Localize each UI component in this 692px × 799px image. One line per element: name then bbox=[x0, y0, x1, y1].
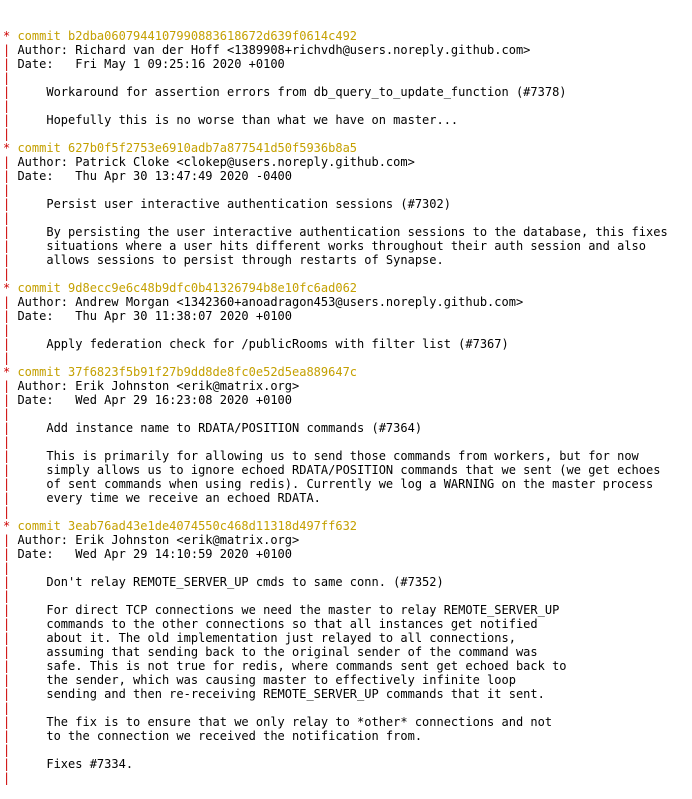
message-text: The fix is to ensure that we only relay to *other* connections and not bbox=[10, 715, 553, 729]
graph-edge-marker: | bbox=[3, 379, 11, 393]
graph-edge-marker: | bbox=[3, 533, 11, 547]
graph-edge-marker: | bbox=[3, 421, 11, 435]
graph-edge-marker: | bbox=[3, 323, 11, 337]
author-text: Author: Andrew Morgan <1342360+anoadragon453@users.noreply.github.com> bbox=[10, 295, 524, 309]
message-line bbox=[3, 603, 692, 617]
graph-line bbox=[3, 505, 692, 519]
commit-hash: commit 37f6823f5b91f27b9dd8de8fc0e52d5ea889647c bbox=[10, 365, 358, 379]
graph-edge-marker: | bbox=[3, 57, 11, 71]
author-text: Author: Erik Johnston <erik@matrix.org> bbox=[10, 533, 300, 547]
message-text: the sender, which was causing master to effectively infinite loop bbox=[10, 673, 516, 687]
message-line bbox=[3, 449, 692, 463]
author-line bbox=[3, 379, 692, 393]
graph-edge-marker: | bbox=[3, 155, 11, 169]
author-line bbox=[3, 43, 692, 57]
graph-edge-marker: | bbox=[3, 337, 11, 351]
graph-line bbox=[3, 323, 692, 337]
graph-edge-marker: | bbox=[3, 351, 11, 365]
graph-edge-marker: | bbox=[3, 407, 11, 421]
message-text: Workaround for assertion errors from db_query_to_update_function (#7378) bbox=[10, 85, 567, 99]
date-text: Date: Thu Apr 30 13:47:49 2020 -0400 bbox=[10, 169, 292, 183]
author-text: Author: Richard van der Hoff <1389908+richvdh@users.noreply.github.com> bbox=[10, 43, 531, 57]
message-line bbox=[3, 729, 692, 743]
message-text: commands to the other connections so that all instances get notified bbox=[10, 617, 538, 631]
commit-hash: commit 627b0f5f2753e6910adb7a877541d50f5936b8a5 bbox=[10, 141, 358, 155]
message-text: For direct TCP connections we need the master to relay REMOTE_SERVER_UP bbox=[10, 603, 560, 617]
graph-edge-marker: | bbox=[3, 267, 11, 281]
graph-node-marker: * bbox=[3, 519, 11, 533]
date-line bbox=[3, 309, 692, 323]
commit-line bbox=[3, 519, 692, 533]
message-text: Don't relay REMOTE_SERVER_UP cmds to same conn. (#7352) bbox=[10, 575, 444, 589]
graph-line bbox=[3, 407, 692, 421]
message-text: of sent commands when using redis). Currently we log a WARNING on the master process bbox=[10, 477, 654, 491]
message-text: to the connection we received the notification from. bbox=[10, 729, 423, 743]
graph-edge-marker: | bbox=[3, 169, 11, 183]
graph-edge-marker: | bbox=[3, 771, 11, 785]
message-text: safe. This is not true for redis, where commands sent get echoed back to bbox=[10, 659, 567, 673]
graph-edge-marker: | bbox=[3, 113, 11, 127]
graph-node-marker: * bbox=[3, 29, 11, 43]
message-line bbox=[3, 421, 692, 435]
commit-hash: commit 3eab76ad43e1de4074550c468d11318d497ff632 bbox=[10, 519, 358, 533]
date-line bbox=[3, 393, 692, 407]
graph-edge-marker: | bbox=[3, 575, 11, 589]
graph-line bbox=[3, 771, 692, 785]
graph-edge-marker: | bbox=[3, 715, 11, 729]
git-log-output bbox=[3, 29, 692, 785]
author-line bbox=[3, 295, 692, 309]
graph-edge-marker: | bbox=[3, 589, 11, 603]
graph-line bbox=[3, 71, 692, 85]
graph-line bbox=[3, 743, 692, 757]
graph-edge-marker: | bbox=[3, 491, 11, 505]
graph-edge-marker: | bbox=[3, 449, 11, 463]
graph-node-marker: * bbox=[3, 281, 11, 295]
author-text: Author: Patrick Cloke <clokep@users.noreply.github.com> bbox=[10, 155, 415, 169]
message-line bbox=[3, 631, 692, 645]
message-line bbox=[3, 197, 692, 211]
graph-edge-marker: | bbox=[3, 659, 11, 673]
graph-edge-marker: | bbox=[3, 435, 11, 449]
message-text: Apply federation check for /publicRooms with filter list (#7367) bbox=[10, 337, 509, 351]
message-line bbox=[3, 617, 692, 631]
date-line bbox=[3, 547, 692, 561]
message-text: about it. The old implementation just relayed to all connections, bbox=[10, 631, 516, 645]
graph-edge-marker: | bbox=[3, 505, 11, 519]
graph-edge-marker: | bbox=[3, 547, 11, 561]
message-text: allows sessions to persist through restarts of Synapse. bbox=[10, 253, 444, 267]
message-text: Add instance name to RDATA/POSITION commands (#7364) bbox=[10, 421, 423, 435]
date-text: Date: Wed Apr 29 16:23:08 2020 +0100 bbox=[10, 393, 292, 407]
message-line bbox=[3, 253, 692, 267]
message-line bbox=[3, 113, 692, 127]
message-text: Persist user interactive authentication sessions (#7302) bbox=[10, 197, 451, 211]
author-line bbox=[3, 533, 692, 547]
message-text: every time we receive an echoed RDATA. bbox=[10, 491, 321, 505]
author-text: Author: Erik Johnston <erik@matrix.org> bbox=[10, 379, 300, 393]
graph-edge-marker: | bbox=[3, 183, 11, 197]
message-line bbox=[3, 225, 692, 239]
graph-edge-marker: | bbox=[3, 309, 11, 323]
date-text: Date: Wed Apr 29 14:10:59 2020 +0100 bbox=[10, 547, 292, 561]
commit-line bbox=[3, 281, 692, 295]
message-text: simply allows us to ignore echoed RDATA/POSITION commands that we sent (we get echoes bbox=[10, 463, 661, 477]
graph-edge-marker: | bbox=[3, 603, 11, 617]
graph-node-marker: * bbox=[3, 365, 11, 379]
graph-node-marker: * bbox=[3, 141, 11, 155]
graph-edge-marker: | bbox=[3, 729, 11, 743]
graph-edge-marker: | bbox=[3, 225, 11, 239]
graph-edge-marker: | bbox=[3, 631, 11, 645]
message-line bbox=[3, 757, 692, 771]
graph-edge-marker: | bbox=[3, 211, 11, 225]
graph-edge-marker: | bbox=[3, 561, 11, 575]
message-line bbox=[3, 715, 692, 729]
graph-edge-marker: | bbox=[3, 757, 11, 771]
message-line bbox=[3, 85, 692, 99]
message-line bbox=[3, 659, 692, 673]
message-line bbox=[3, 337, 692, 351]
message-text: By persisting the user interactive authentication sessions to the database, this fixes bbox=[10, 225, 668, 239]
commit-line bbox=[3, 365, 692, 379]
graph-edge-marker: | bbox=[3, 701, 11, 715]
commit-line bbox=[3, 141, 692, 155]
graph-edge-marker: | bbox=[3, 85, 11, 99]
message-line bbox=[3, 239, 692, 253]
message-text: sending and then re-receiving REMOTE_SERVER_UP commands that it sent. bbox=[10, 687, 545, 701]
graph-edge-marker: | bbox=[3, 197, 11, 211]
graph-edge-marker: | bbox=[3, 645, 11, 659]
message-line bbox=[3, 477, 692, 491]
graph-line bbox=[3, 99, 692, 113]
message-line bbox=[3, 645, 692, 659]
graph-edge-marker: | bbox=[3, 463, 11, 477]
message-text: situations where a user hits different works throughout their auth session and also bbox=[10, 239, 646, 253]
message-line bbox=[3, 491, 692, 505]
graph-line bbox=[3, 435, 692, 449]
graph-line bbox=[3, 701, 692, 715]
graph-line bbox=[3, 589, 692, 603]
graph-line bbox=[3, 561, 692, 575]
graph-edge-marker: | bbox=[3, 253, 11, 267]
graph-edge-marker: | bbox=[3, 71, 11, 85]
graph-edge-marker: | bbox=[3, 43, 11, 57]
commit-hash: commit 9d8ecc9e6c48b9dfc0b41326794b8e10fc6ad062 bbox=[10, 281, 358, 295]
date-text: Date: Thu Apr 30 11:38:07 2020 +0100 bbox=[10, 309, 292, 323]
graph-line bbox=[3, 127, 692, 141]
message-text: This is primarily for allowing us to send those commands from workers, but for now bbox=[10, 449, 639, 463]
date-text: Date: Fri May 1 09:25:16 2020 +0100 bbox=[10, 57, 285, 71]
author-line bbox=[3, 155, 692, 169]
graph-edge-marker: | bbox=[3, 393, 11, 407]
graph-line bbox=[3, 183, 692, 197]
graph-edge-marker: | bbox=[3, 617, 11, 631]
graph-edge-marker: | bbox=[3, 127, 11, 141]
date-line bbox=[3, 169, 692, 183]
commit-line bbox=[3, 29, 692, 43]
message-line bbox=[3, 575, 692, 589]
graph-edge-marker: | bbox=[3, 673, 11, 687]
graph-line bbox=[3, 267, 692, 281]
message-line bbox=[3, 463, 692, 477]
message-text: Fixes #7334. bbox=[10, 757, 134, 771]
graph-edge-marker: | bbox=[3, 99, 11, 113]
message-text: Hopefully this is no worse than what we have on master... bbox=[10, 113, 459, 127]
graph-line bbox=[3, 211, 692, 225]
message-text: assuming that sending back to the original sender of the command was bbox=[10, 645, 538, 659]
commit-hash: commit b2dba0607944107990883618672d639f0614c492 bbox=[10, 29, 358, 43]
message-line bbox=[3, 687, 692, 701]
graph-edge-marker: | bbox=[3, 687, 11, 701]
graph-edge-marker: | bbox=[3, 239, 11, 253]
date-line bbox=[3, 57, 692, 71]
graph-line bbox=[3, 351, 692, 365]
message-line bbox=[3, 673, 692, 687]
graph-edge-marker: | bbox=[3, 477, 11, 491]
graph-edge-marker: | bbox=[3, 295, 11, 309]
graph-edge-marker: | bbox=[3, 743, 11, 757]
